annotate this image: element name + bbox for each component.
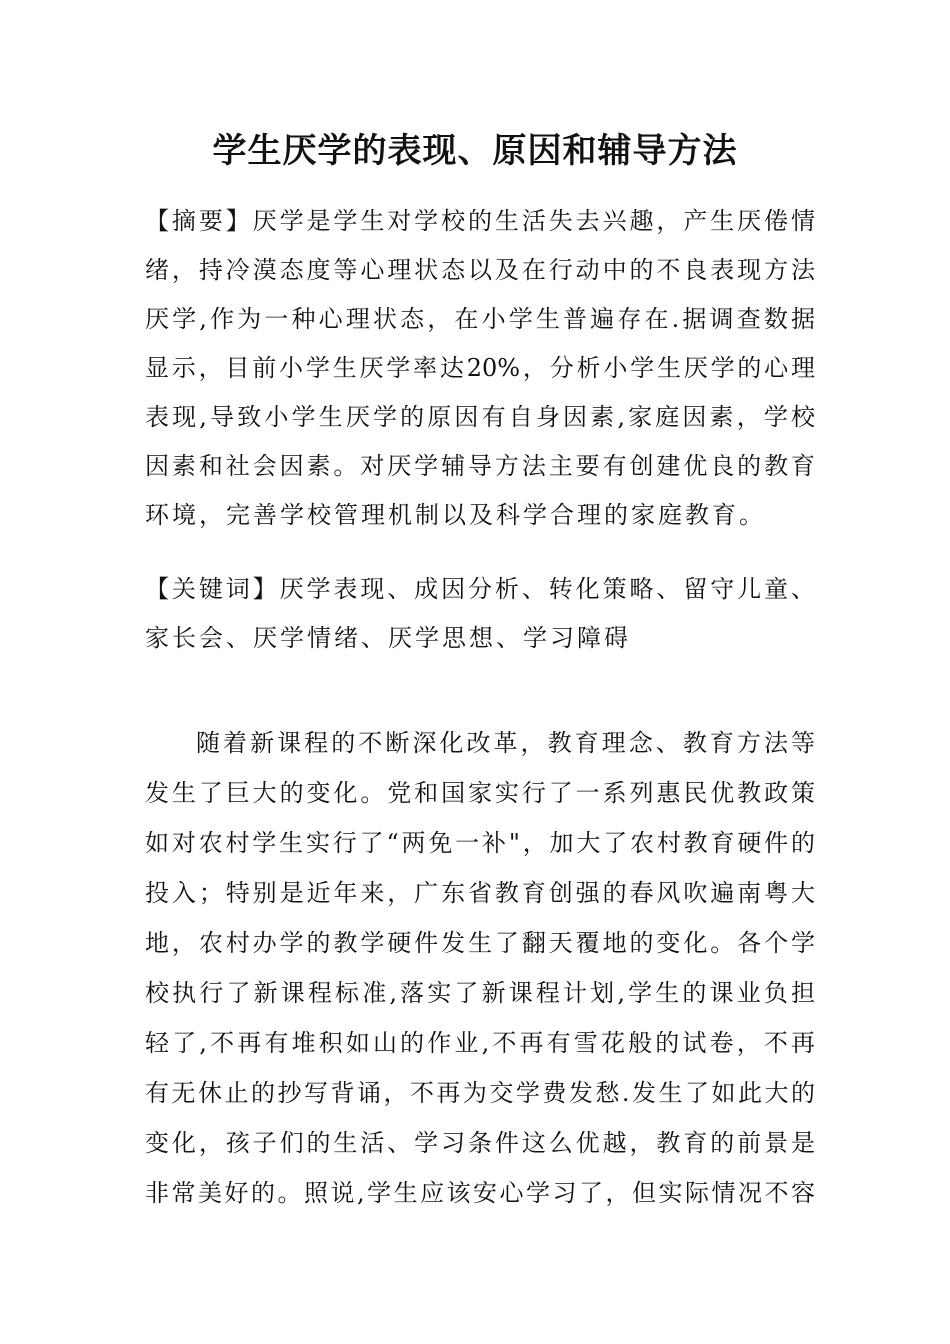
document-title: 学生厌学的表现、原因和辅导方法: [212, 131, 738, 171]
body-line: 随着新课程的不断深化改革，教育理念、教育方法等: [196, 729, 815, 757]
body-line: 非常美好的。照说,学生应该安心学习了，但实际情况不容: [145, 1179, 815, 1207]
body-line: 如对农村学生实行了“两免一补"，加大了农村教育硬件的: [145, 829, 815, 857]
abstract-line: 显示，目前小学生厌学率达20%，分析小学生厌学的心理: [145, 354, 815, 382]
body-line: 地，农村办学的教学硬件发生了翻天覆地的变化。各个学: [145, 929, 815, 957]
abstract-line: 【摘要】厌学是学生对学校的生活失去兴趣，产生厌倦情: [145, 207, 815, 235]
body-line: 发生了巨大的变化。党和国家实行了一系列惠民优教政策: [145, 779, 815, 807]
body-line: 校执行了新课程标准,落实了新课程计划,学生的课业负担: [145, 979, 815, 1007]
body-line: 变化，孩子们的生活、学习条件这么优越，教育的前景是: [145, 1129, 815, 1157]
abstract-line: 表现,导致小学生厌学的原因有自身因素,家庭因素，学校: [145, 403, 815, 431]
abstract-line: 厌学,作为一种心理状态，在小学生普遍存在.据调查数据: [145, 305, 815, 333]
keywords-line: 【关键词】厌学表现、成因分析、转化策略、留守儿童、: [145, 575, 815, 603]
abstract-line: 因素和社会因素。对厌学辅导方法主要有创建优良的教育: [145, 452, 815, 480]
body-line: 轻了,不再有堆积如山的作业,不再有雪花般的试卷，不再: [145, 1029, 815, 1057]
body-line: 有无休止的抄写背诵，不再为交学费发愁.发生了如此大的: [145, 1079, 815, 1107]
abstract-line: 环境，完善学校管理机制以及科学合理的家庭教育。: [145, 501, 766, 529]
body-line: 投入；特别是近年来，广东省教育创强的春风吹遍南粤大: [145, 879, 815, 907]
abstract-line: 绪，持冷漠态度等心理状态以及在行动中的不良表现方法: [145, 256, 815, 284]
keywords-line: 家长会、厌学情绪、厌学思想、学习障碍: [145, 624, 631, 652]
